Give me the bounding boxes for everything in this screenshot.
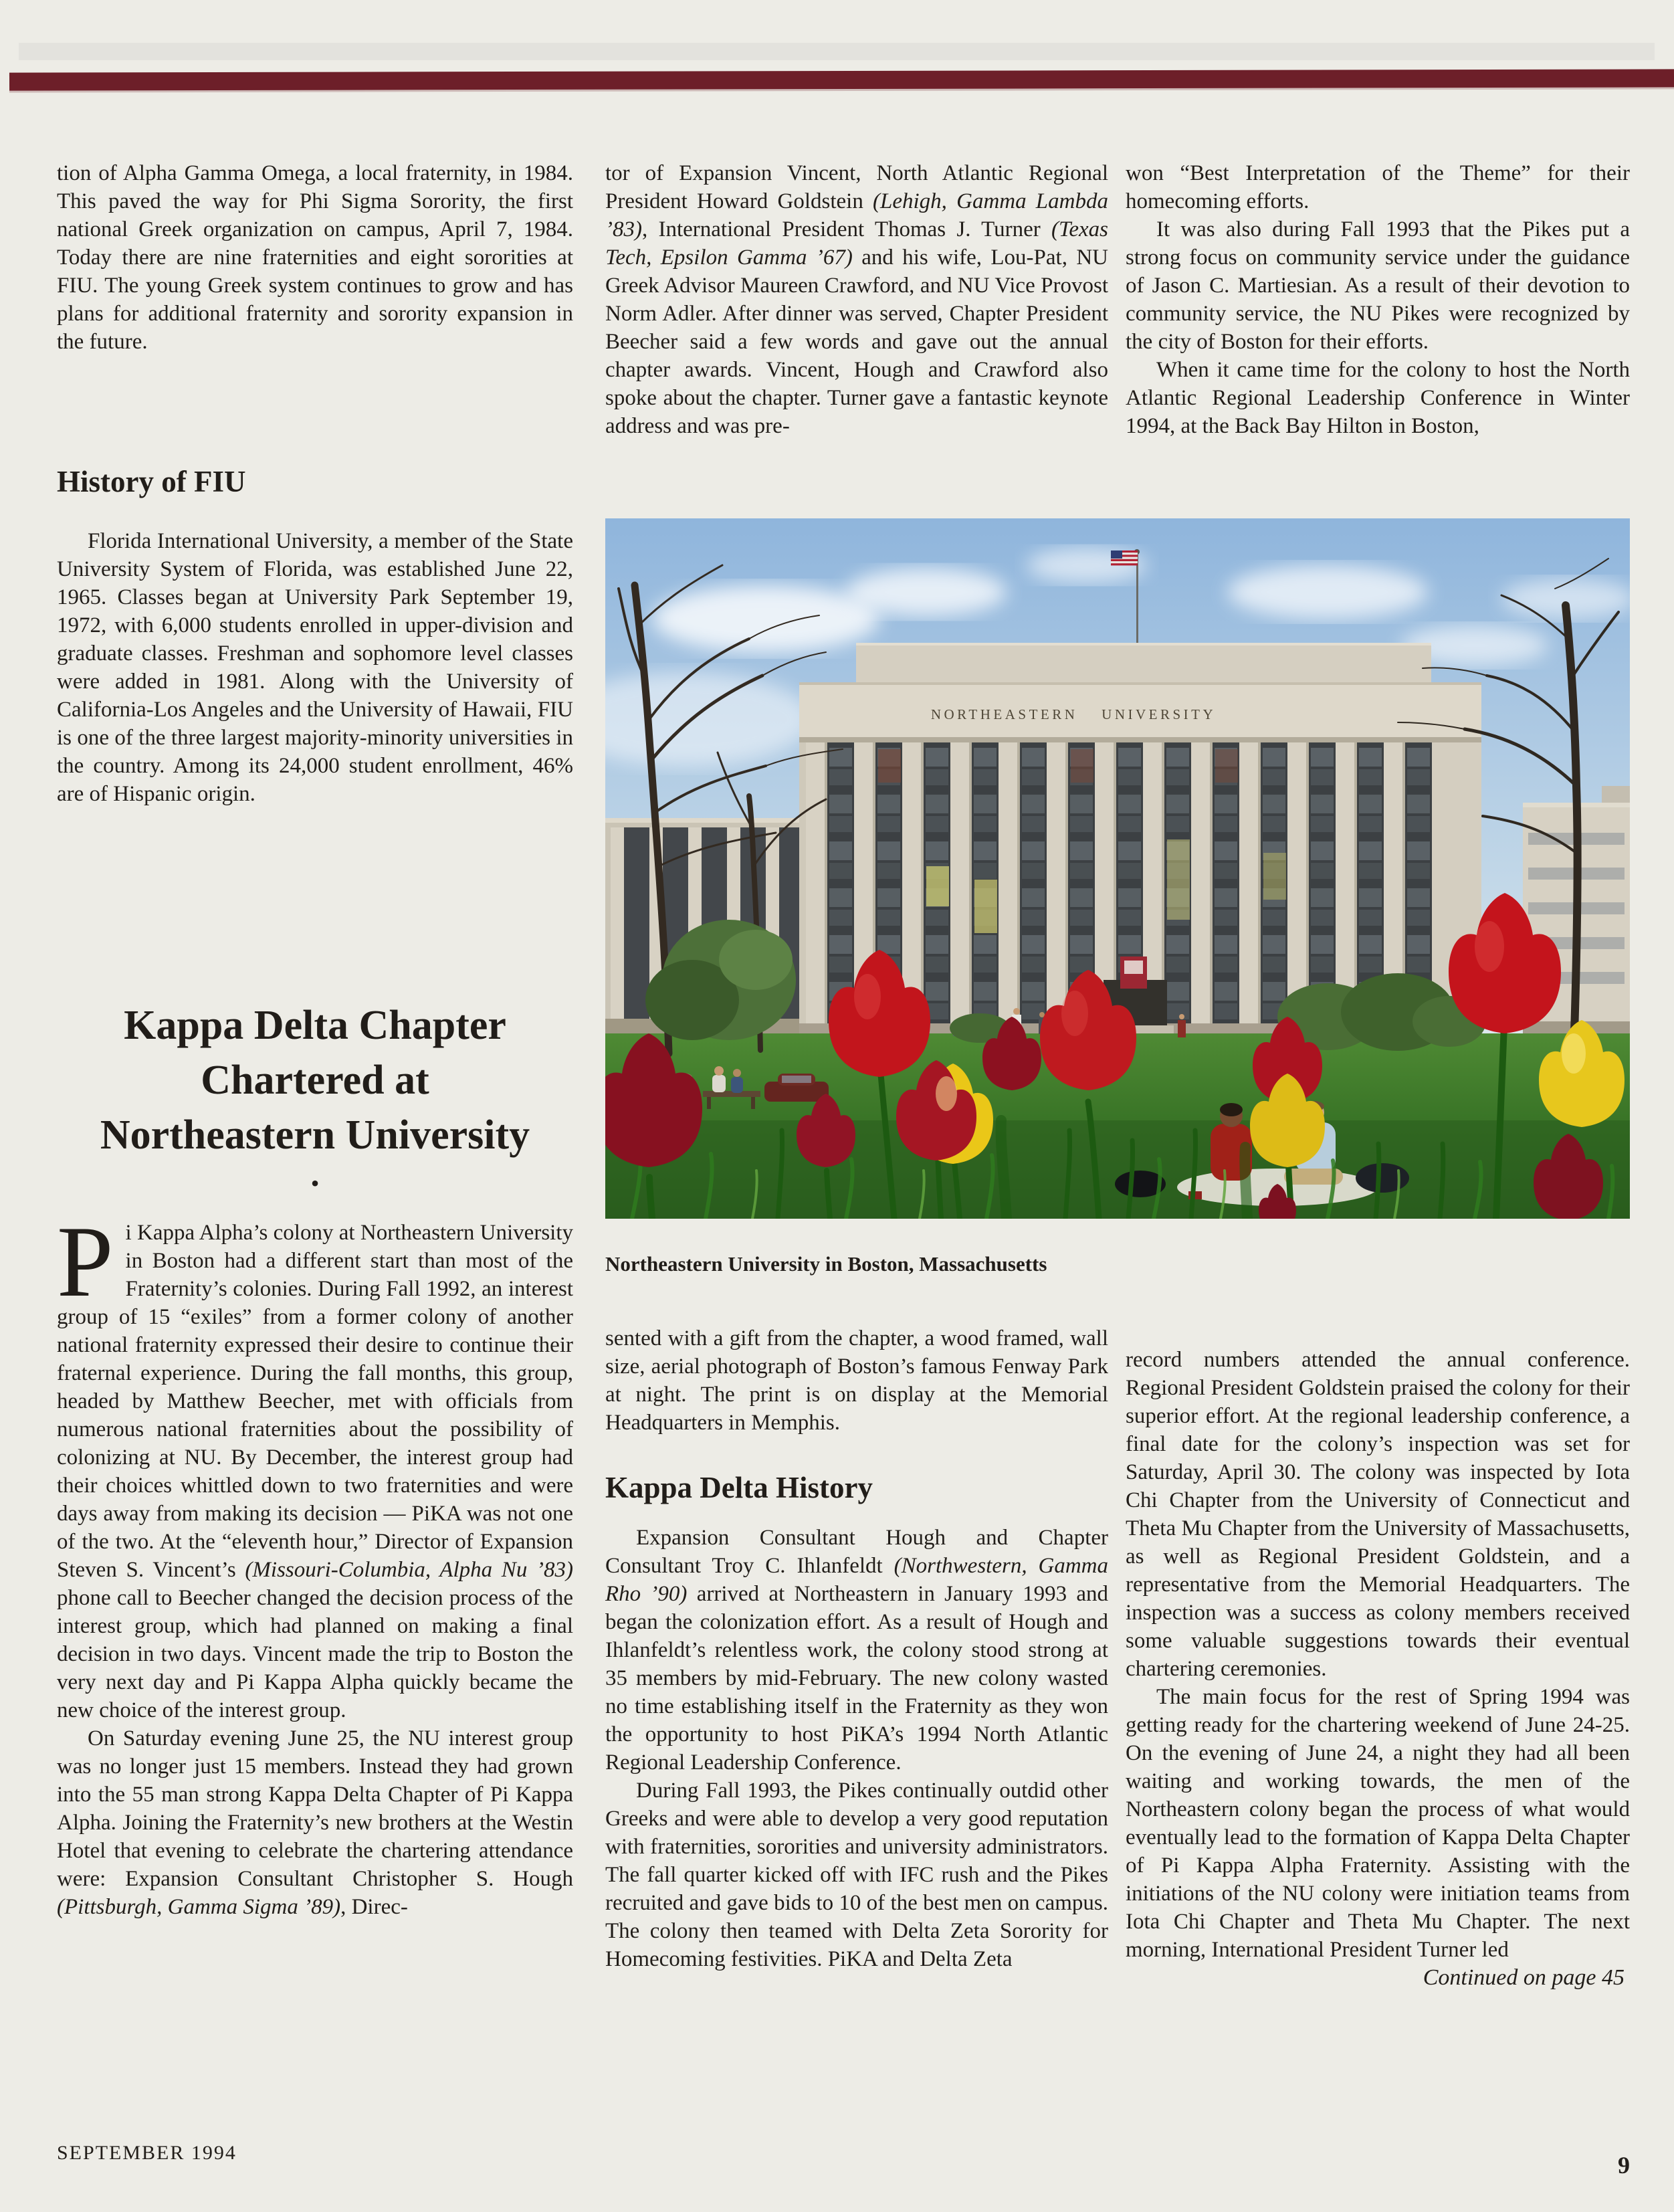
column-right-bottom	[1126, 1346, 1630, 1992]
article-headline	[57, 998, 573, 1163]
paragraph-text: i Kappa Alpha’s colony at Northeastern University in Boston had a different start than most of the Fraternity’s colonies. During Fall 1992, an interest group of 15 “exiles” from a former colony of another national fraternity expressed their desire to continue their fraternal experience. During the fall months, this group, headed by Matthew Beecher, met with officials from numerous national fraternities about the possibility of colonizing at NU. By December, the interest group had their choices whittled down to two fraternities and were days away from making its decision — PiKA was not one of the two. At the “eleventh hour,” Director of Expansion Steven S. Vincent’s (Missouri-Columbia, Alpha Nu ’83) phone call to Beecher changed the decision process of the interest group, which had planned on making a final decision in two days. Vincent made the trip to Boston the very next day and Pi Kappa Alpha quickly became the new choice of the interest group.	[57, 1221, 573, 1722]
column-middle-top	[605, 159, 1108, 440]
footer-issue-date: SEPTEMBER 1994	[57, 2142, 237, 2164]
top-rule	[9, 69, 1674, 90]
drop-cap: P	[57, 1205, 114, 1318]
paragraph: tion of Alpha Gamma Omega, a local fraternity, in 1984. This paved the way for Phi Sigma Sorority, the first national Greek organization on campus, April 7, 1984. Today there are nine fraternities and eight sororities at FIU. The young Greek system continues to grow and has plans for additional fraternity and sorority expansion in the future.	[57, 161, 573, 354]
building-inscription: NORTHEASTERN UNIVERSITY	[930, 706, 1217, 722]
section-divider-bullet: •	[310, 1170, 320, 1197]
paragraph: Expansion Consultant Hough and Chapter Consultant Troy C. Ihlanfeldt (Northwestern, Gamma Rho ’90) arrived at Northeastern in January 1993 and began the colonization effort. As a result of Hough and Ihlanfeldt’s relentless work, the colony stood strong at 35 members by mid-February. The new colony wasted no time establishing itself in the Fraternity as they won the opportunity to host PiKA’s 1994 North Atlantic Regional Leadership Conference.	[605, 1526, 1108, 1775]
fiu-heading-block	[57, 464, 573, 499]
paragraph: sented with a gift from the chapter, a wood framed, wall size, aerial photograph of Boston’s famous Fenway Park at night. The print is on display at the Memorial Headquarters in Memphis.	[605, 1326, 1108, 1435]
headline-line-2: Chartered at	[201, 1058, 429, 1103]
scan-artifact-band	[19, 43, 1655, 60]
continued-notice: Continued on page 45	[1423, 1965, 1625, 1990]
paragraph: record numbers attended the annual conference. Regional President Goldstein praised the colony for their superior effort. At the regional leadership conference, a final date for the colony’s inspection was set for Saturday, April 30. The colony was inspected by Iota Chi Chapter from the University of Connecticut and Theta Mu Chapter from the University of Massachusetts, as well as Regional President Goldstein, and a representative from the Memorial Headquarters. The inspection was a success as colony members received some valuable suggestions towards their eventual chartering ceremonies.	[1126, 1348, 1630, 1681]
paragraph: Florida International University, a member of the State University System of Florida, was established June 22, 1965. Classes began at University Park September 19, 1972, with 6,000 students enrolled in upper-division and graduate classes. Freshman and sophomore level classes were added in 1981. Along with the University of California-Los Angeles and the University of Hawaii, FIU is one of the three largest majority-minority universities in the country. Among its 24,000 student enrollment, 46% are of Hispanic origin.	[57, 529, 573, 806]
paragraph: It was also during Fall 1993 that the Pikes put a strong focus on community service under the guidance of Jason C. Martiesian. As a result of their devotion to community service, the NU Pikes were recognized by the city of Boston for their efforts.	[1126, 217, 1630, 354]
photo-caption: Northeastern University in Boston, Massachusetts	[605, 1252, 1047, 1276]
column-middle-bottom	[605, 1324, 1108, 1973]
column-left-fiu-body	[57, 527, 573, 808]
paragraph: When it came time for the colony to host the North Atlantic Regional Leadership Conference in Winter 1994, at the Back Bay Hilton in Boston,	[1126, 358, 1630, 438]
paragraph: won “Best Interpretation of the Theme” for their homecoming efforts.	[1126, 161, 1630, 213]
column-left-article-body	[57, 1205, 573, 1921]
lit-window	[926, 866, 949, 906]
paragraph: tor of Expansion Vincent, North Atlantic Regional President Howard Goldstein (Lehigh, Gamma Lambda ’83), International President Thomas J. Turner (Texas Tech, Epsilon Gamma ’67) and his wife, Lou-Pat, NU Greek Advisor Maureen Crawford, and NU Vice Provost Norm Adler. After dinner was served, Chapter President Beecher said a few words and gave out the annual chapter awards. Vincent, Hough and Crawford also spoke about the chapter. Turner gave a fantastic keynote address and was pre-	[605, 161, 1108, 438]
paragraph-dropcap	[57, 1205, 573, 1724]
section-heading-history-of-fiu: History of FIU	[57, 465, 246, 498]
paragraph: The main focus for the rest of Spring 1994 was getting ready for the chartering weekend of June 24-25. On the evening of June 24, a night they had all been waiting and working towards, the men of the Northeastern colony began the process of what would eventually lead to the formation of Kappa Delta Chapter of Pi Kappa Alpha Fraternity. Assisting with the initiations of the NU colony were initiation teams from Iota Chi Chapter and Theta Mu Chapter. The next morning, International President Turner led	[1126, 1685, 1630, 1962]
backpack	[1356, 1163, 1409, 1193]
campus-photo	[605, 518, 1630, 1219]
bench	[703, 1091, 760, 1097]
headline-line-3: Northeastern University	[100, 1112, 530, 1158]
paragraph: On Saturday evening June 25, the NU interest group was no longer just 15 members. Instead they had grown into the 55 man strong Kappa Delta Chapter of Pi Kappa Alpha. Joining the Fraternity’s new brothers at the Westin Hotel that evening to celebrate the chartering attendance were: Expansion Consultant Christopher S. Hough (Pittsburgh, Gamma Sigma ’89), Direc-	[57, 1726, 573, 1919]
headline-line-1: Kappa Delta Chapter	[124, 1003, 506, 1048]
column-right-top	[1126, 159, 1630, 440]
paragraph: During Fall 1993, the Pikes continually outdid other Greeks and were able to develop a very good reputation with fraternities, sororities and university administrators. The fall quarter kicked off with IFC rush and the Pikes recruited and gave bids to 10 of the best men on campus. The colony then teamed with Delta Zeta Sorority for Homecoming festivities. PiKA and Delta Zeta	[605, 1779, 1108, 1971]
column-left-top	[57, 159, 573, 356]
page-number: 9	[1618, 2152, 1630, 2179]
section-heading-kappa-delta-history: Kappa Delta History	[605, 1471, 873, 1504]
